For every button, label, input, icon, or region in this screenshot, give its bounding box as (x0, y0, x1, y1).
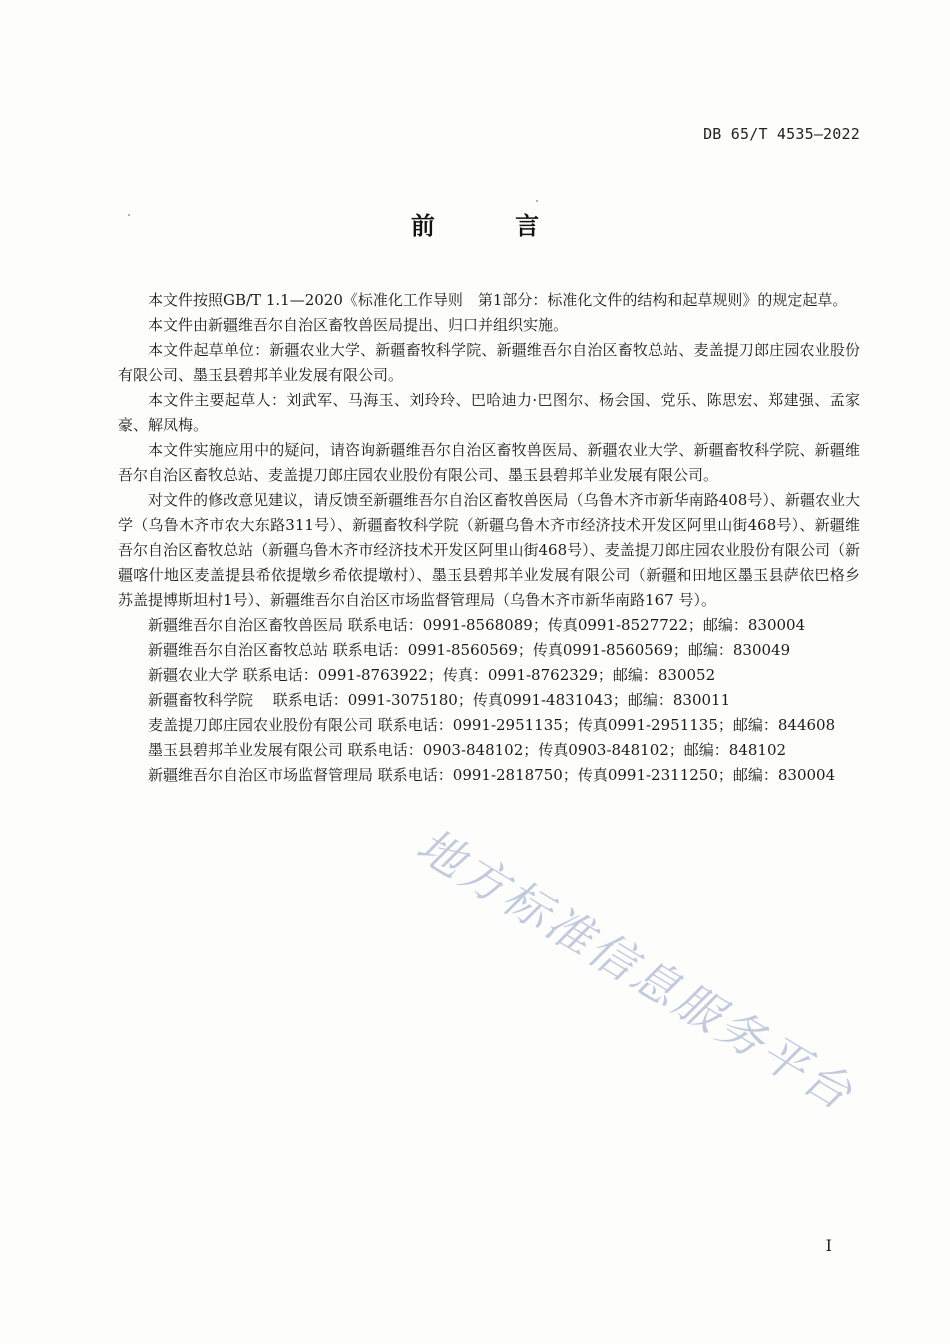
foreword-body (118, 288, 860, 788)
contact-list (118, 613, 860, 788)
page-title: 前 言 (410, 212, 576, 240)
scan-speck (536, 200, 538, 202)
contact-line: 新疆农业大学 联系电话：0991-8763922；传真：0991-8762329；邮编：830052 (148, 666, 716, 684)
paragraph-proposer: 本文件由新疆维吾尔自治区畜牧兽医局提出、归口并组织实施。 (148, 316, 569, 334)
paragraph-inquiries: 本文件实施应用中的疑问，请咨询新疆维吾尔自治区畜牧兽医局、新疆农业大学、新疆畜牧科学院、新疆维吾尔自治区畜牧总站、麦盖提刀郎庄园农业股份有限公司、墨玉县碧邦羊业发展有限公司。 (118, 441, 860, 484)
contact-line: 新疆畜牧科学院 联系电话：0991-3075180；传真0991-4831043；邮编：830011 (148, 691, 731, 709)
contact-line: 墨玉县碧邦羊业发展有限公司 联系电话：0903-848102；传真0903-848102；邮编：848102 (148, 741, 787, 759)
contact-line: 新疆维吾尔自治区畜牧兽医局 联系电话：0991-8568089；传真0991-8527722；邮编：830004 (148, 616, 806, 634)
contact-line: 新疆维吾尔自治区市场监督管理局 联系电话：0991-2818750；传真0991-2311250；邮编：830004 (148, 766, 836, 784)
paragraph-drafting-units: 本文件起草单位：新疆农业大学、新疆畜牧科学院、新疆维吾尔自治区畜牧总站、麦盖提刀郎庄园农业股份有限公司、墨玉县碧邦羊业发展有限公司。 (118, 341, 860, 384)
page-number: I (825, 1236, 832, 1255)
contact-line: 新疆维吾尔自治区畜牧总站 联系电话：0991-8560569；传真0991-8560569；邮编：830049 (148, 641, 791, 659)
contact-line: 麦盖提刀郎庄园农业股份有限公司 联系电话：0991-2951135；传真0991-2951135；邮编：844608 (148, 716, 836, 734)
paragraph-drafting-rules: 本文件按照GB/T 1.1—2020《标准化工作导则 第1部分：标准化文件的结构和起草规则》的规定起草。 (148, 291, 848, 309)
document-code: DB 65/T 4535—2022 (703, 125, 860, 143)
paragraph-feedback: 对文件的修改意见建议，请反馈至新疆维吾尔自治区畜牧兽医局（乌鲁木齐市新华南路408号）、新疆农业大学（乌鲁木齐市农大东路311号）、新疆畜牧科学院（新疆乌鲁木齐市经济技术开发区阿里山街468号）、新疆维吾尔自治区畜牧总站（新疆乌鲁木齐市经济技术开发区阿里山街468号）、麦盖提刀郎庄园农业股份有限公司（新疆喀什地区麦盖提县希依提墩乡希依提墩村）、墨玉县碧邦羊业发展有限公司（新疆和田地区墨玉县萨依巴格乡苏盖提博斯坦村1号）、新疆维吾尔自治区市场监督管理局（乌鲁木齐市新华南路167 号）。 (118, 491, 860, 609)
paragraph-drafters: 本文件主要起草人：刘武军、马海玉、刘玲玲、巴哈迪力·巴图尔、杨会国、党乐、陈思宏、郑建强、孟家豪、解凤梅。 (118, 391, 860, 434)
watermark: 地方标准信息服务平台 (407, 817, 864, 1122)
